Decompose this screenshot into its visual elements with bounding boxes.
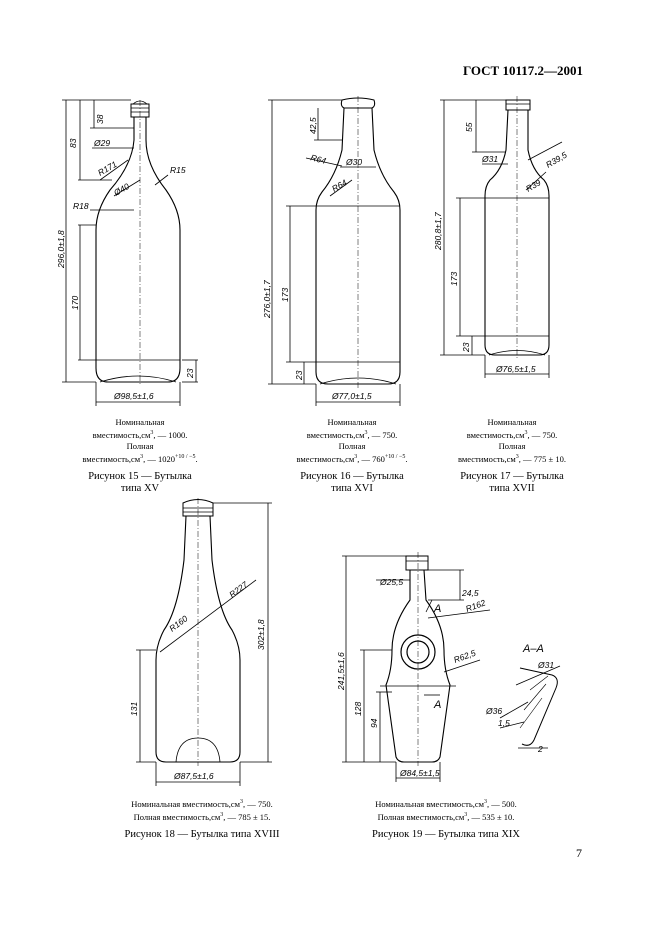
- dim-15-170: 170: [70, 295, 80, 310]
- dim-19-r162: R162: [464, 597, 487, 614]
- dim-16-23: 23: [294, 370, 304, 380]
- bottle-18-dims: [129, 579, 266, 781]
- figure-15-title: Рисунок 15 — Бутылка: [88, 470, 192, 482]
- dim-19-245: 24,5: [462, 588, 479, 598]
- dim-16-r64a: R64: [309, 152, 328, 166]
- dim-15-83: 83: [68, 138, 78, 148]
- dim-15-23: 23: [185, 368, 195, 378]
- dim-18-diam: Ø87,5±1,6: [174, 771, 214, 781]
- bottle-19-drawing: [342, 552, 560, 782]
- dim-18-r227: R227: [227, 579, 250, 600]
- section-dim-d31: Ø31: [538, 660, 555, 670]
- bottle-15-drawing: [62, 100, 198, 406]
- section-dim-2: 2: [538, 744, 543, 754]
- dim-16-42: 42,5: [308, 117, 318, 134]
- caption-figure-17: Номинальная $вместимость,см^3$, — 750. Полная $вместимость,см^3$, — 775 ± 10. Рисунок 17 — Бутылка типа XVII: [432, 417, 592, 495]
- dim-19-94: 94: [369, 718, 379, 728]
- figure-19-title: Рисунок 19 — Бутылка типа XIX: [372, 828, 520, 840]
- bottle-18-drawing: [136, 498, 272, 786]
- dim-17-r395: R39,5: [544, 149, 569, 170]
- dim-15-d40: Ø40: [112, 181, 131, 198]
- dim-15-d29: Ø29: [94, 138, 111, 148]
- section-dim-d36: Ø36: [486, 706, 503, 716]
- caption-figure-15: Номинальная $вместимость,см^3$, — 1000. Полная $вместимость,см^3$, — $1020^{+10 / -5}$. Рисунок 15 — Бутылка типа XV: [60, 417, 220, 495]
- bottle-17-drawing: [440, 96, 562, 378]
- dim-19-128: 128: [353, 701, 363, 716]
- dim-16-d30: Ø30: [346, 157, 363, 167]
- dim-18-height: 302±1,8: [256, 619, 266, 650]
- dim-15-r18: R18: [73, 201, 89, 211]
- bottle-16-dims: [262, 117, 372, 401]
- page-number: 7: [576, 846, 582, 860]
- dim-16-173: 173: [280, 287, 290, 302]
- dim-15-diam: Ø98,5±1,6: [114, 391, 154, 401]
- figure-16-title: Рисунок 16 — Бутылка: [300, 470, 404, 482]
- bottle-16-drawing: [268, 96, 400, 406]
- section-dim-15: 1,5: [498, 718, 510, 728]
- page-header: ГОСТ 10117.2—2001: [462, 63, 583, 78]
- dim-19-d255: Ø25,5: [380, 577, 404, 587]
- caption-figure-16: Номинальная $вместимость,см^3$, — 750. Полная $вместимость,см^3$, — $760^{+10 / -5}$. Рисунок 16 — Бутылка типа XVI: [272, 417, 432, 495]
- dim-18-131: 131: [129, 701, 139, 716]
- figure-18-title: Рисунок 18 — Бутылка типа XVIII: [124, 828, 280, 840]
- section-mark-a-bottom: А: [434, 699, 442, 711]
- dim-15-38: 38: [95, 114, 105, 124]
- dim-19-height: 241,5±1,6: [336, 652, 346, 690]
- figure-17-title: Рисунок 17 — Бутылка: [460, 470, 564, 482]
- dim-17-d31: Ø31: [482, 154, 499, 164]
- caption-figure-19: Номинальная $вместимость,см^3$, — 500. Полная $вместимость,см^3$, — 535 ± 10. Рисунок 19 — Бутылка типа XIX: [346, 797, 546, 841]
- dim-15-height: 296,0±1,8: [56, 230, 66, 268]
- dim-17-23: 23: [461, 342, 471, 352]
- dim-17-height: 280,8±1,7: [433, 212, 443, 250]
- dim-19-r625: R62,5: [452, 647, 478, 665]
- dim-15-r171: R171: [96, 158, 119, 178]
- section-mark-a-top: А: [434, 603, 442, 615]
- dim-17-55: 55: [464, 122, 474, 132]
- caption-figure-18: Номинальная $вместимость,см^3$, — 750. Полная $вместимость,см^3$, — 785 ± 15. Рисунок 18 — Бутылка типа XVIII: [102, 797, 302, 841]
- dim-16-diam: Ø77,0±1,5: [332, 391, 372, 401]
- dim-16-r64b: R64: [330, 177, 349, 194]
- dim-16-height: 276,0±1,7: [262, 280, 272, 318]
- dim-17-173: 173: [449, 271, 459, 286]
- section-title: А–А: [523, 643, 544, 655]
- dim-19-diam: Ø84,5±1,5: [400, 768, 440, 778]
- dim-17-r39: R39: [524, 177, 543, 194]
- bottle-15-dims: [56, 114, 195, 401]
- dim-15-r15: R15: [170, 165, 186, 175]
- dim-18-r160: R160: [167, 613, 190, 634]
- dim-17-diam: Ø76,5±1,5: [496, 364, 536, 374]
